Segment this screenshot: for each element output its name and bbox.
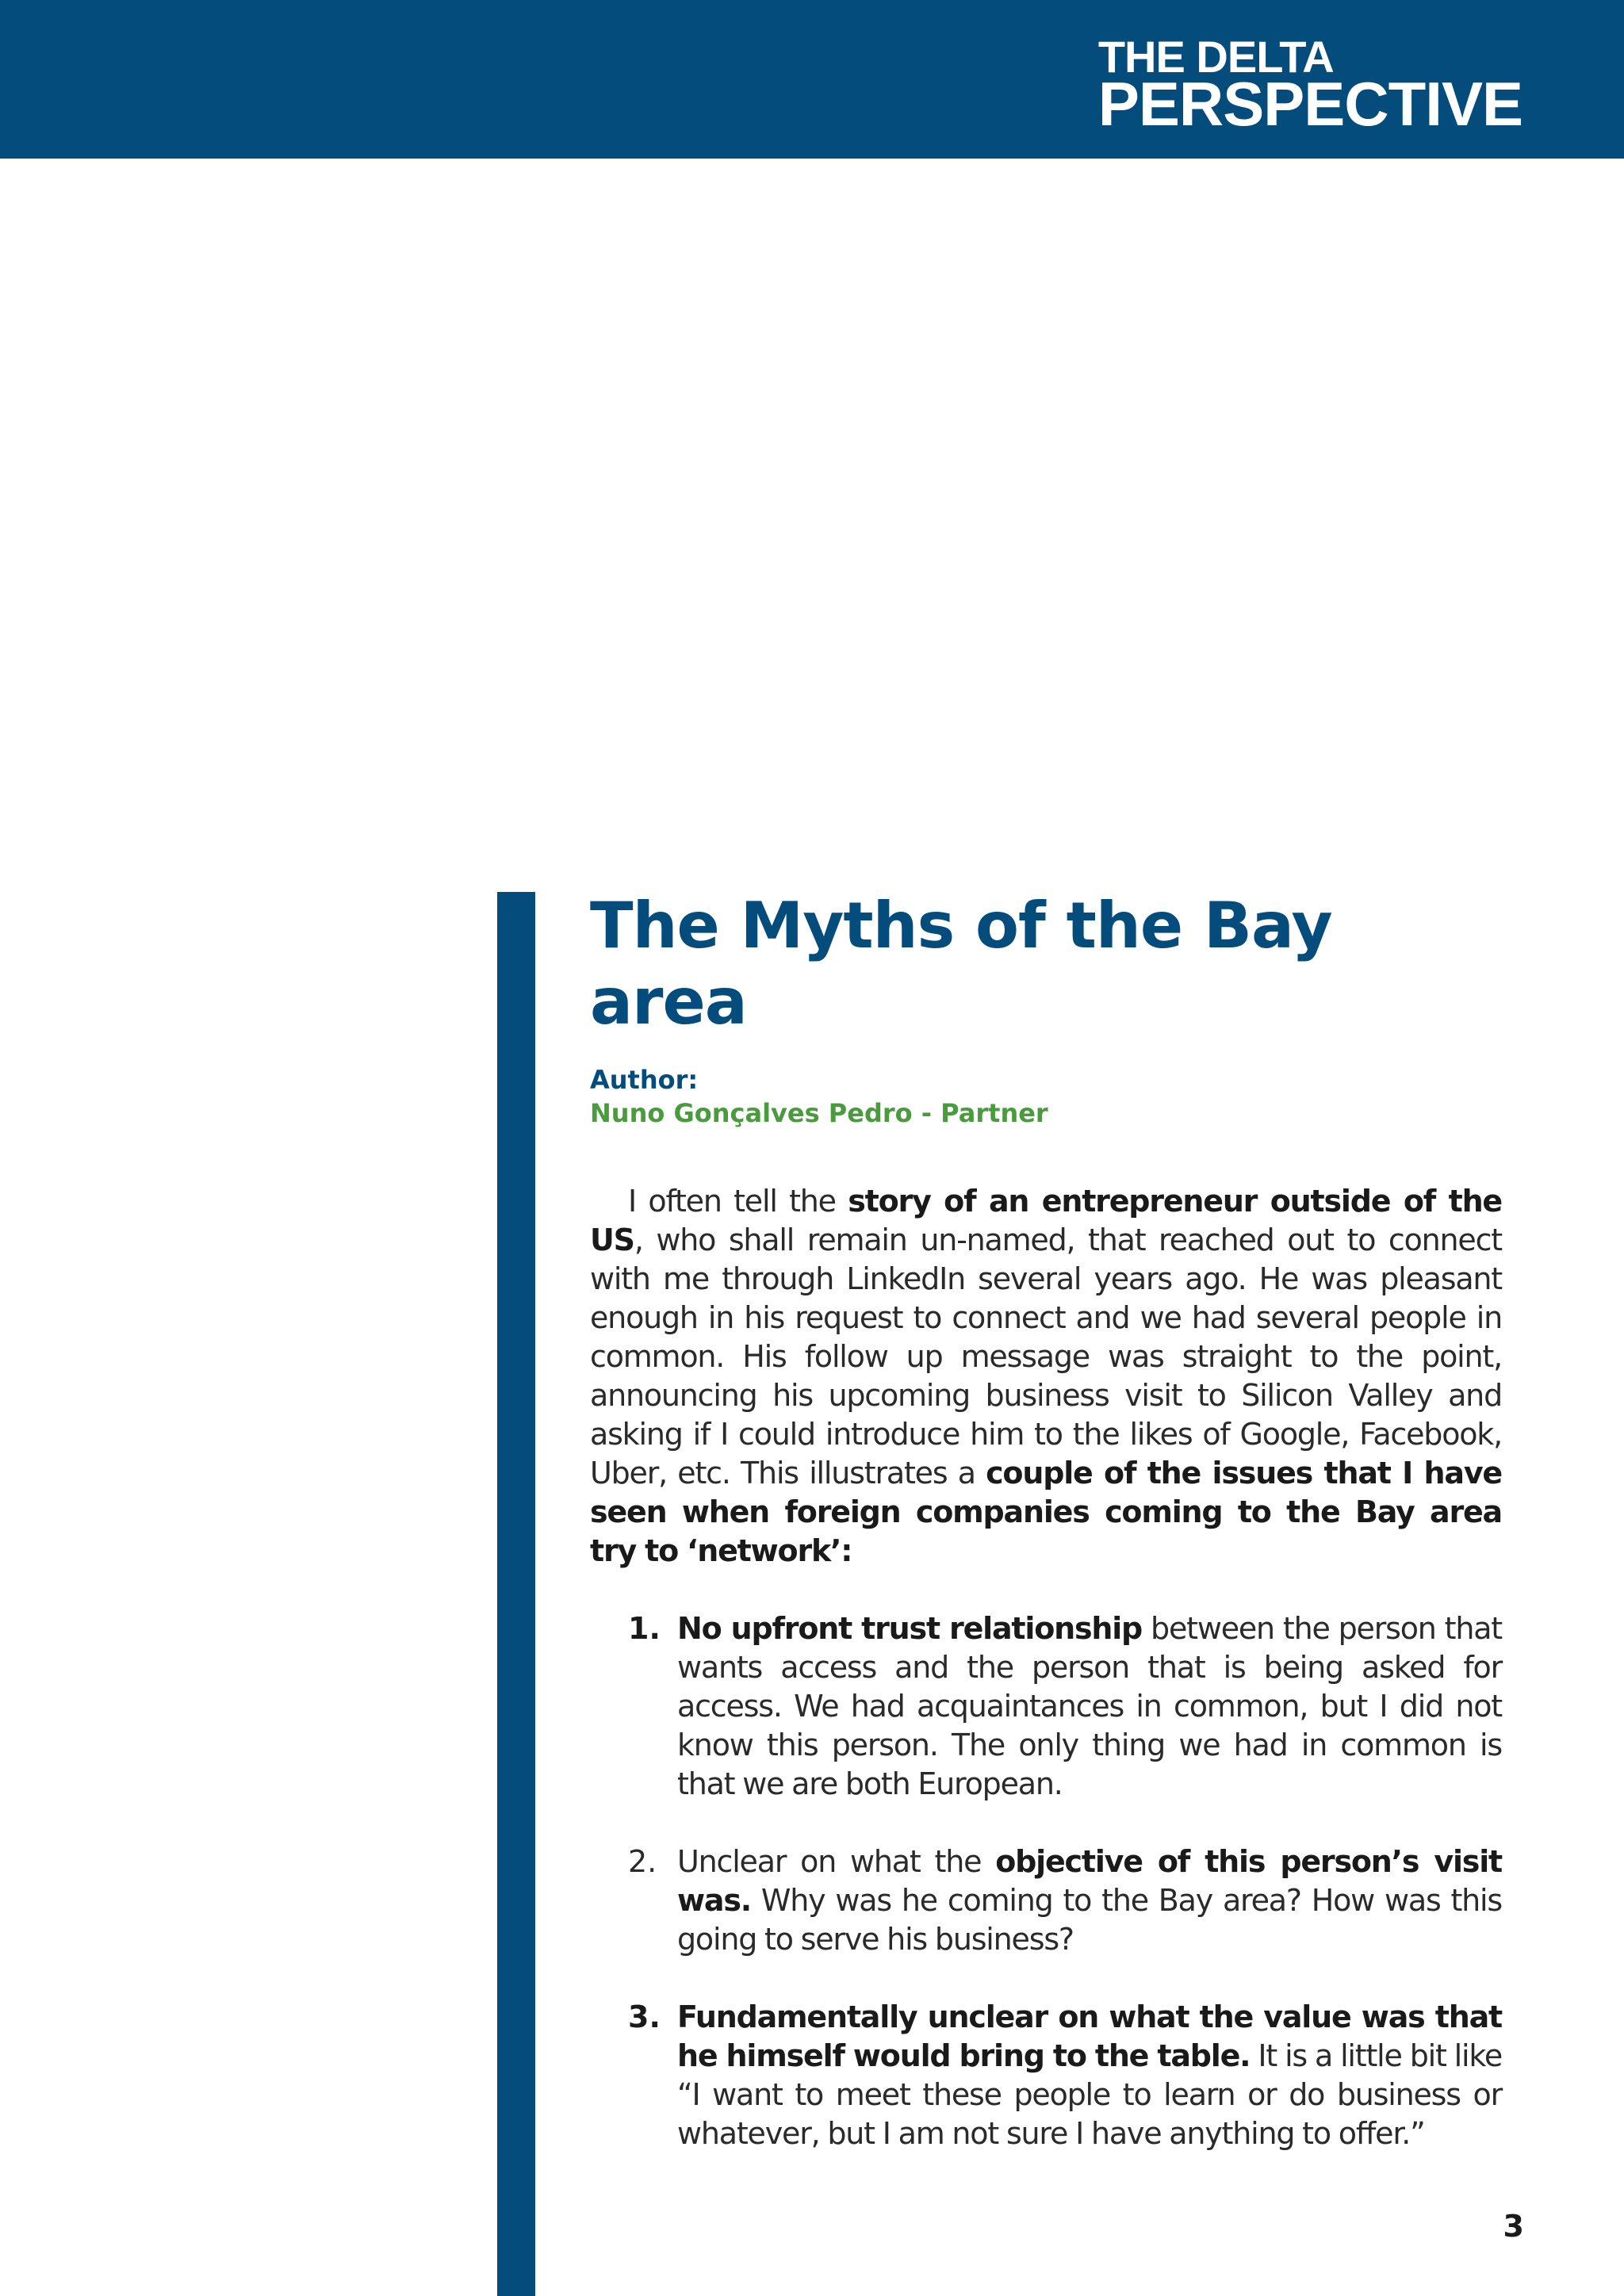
intro-segment-bold: couple of the issues that I have seen when foreign companies coming to the Bay area try to ‘network’: [590, 1456, 1502, 1569]
issues-list [590, 1609, 1502, 2153]
brand-line-1: THE DELTA [1097, 32, 1334, 82]
list-item-text [677, 1998, 1502, 2153]
list-item-lead: Fundamentally unclear on what the value was that he himself would bring to the table. [677, 1999, 1502, 2074]
list-item [590, 1998, 1502, 2153]
list-item-lead: objective of this person’s visit was. [677, 1844, 1502, 1919]
author-name: Nuno Gonçalves Pedro - Partner [590, 1097, 1048, 1128]
article [590, 888, 1502, 2192]
header-bar [0, 0, 1624, 159]
list-item-number: 2. [628, 1844, 657, 1880]
list-item-pre: Unclear on what the [677, 1844, 996, 1880]
brand-logo [1097, 32, 1522, 139]
intro-segment: , who shall remain un-named, that reached out to connect with me through LinkedIn several years ago. He was pleasant enough in his request to connect and we had several people in common. His follow up message was straight to the point, announcing his upcoming business visit to Silicon Valley and asking if I could introduce him to the likes of Google, Facebook, Uber, etc. This illustrates a [590, 1223, 1502, 1491]
author-label: Author: [590, 1065, 699, 1095]
list-item-number: 3. [628, 1999, 661, 2035]
intro-paragraph [590, 1182, 1502, 1571]
list-item-text [677, 1609, 1502, 1804]
intro-segment-bold: story of an entrepreneur outside of the US [590, 1184, 1502, 1258]
list-item [590, 1843, 1502, 1959]
list-item-rest: between the person that wants access and the person that is being asked for access. We had acquaintances in common, but I did not know this person. The only thing we had in common is that we are both European. [677, 1611, 1502, 1802]
page-number: 3 [1503, 2209, 1524, 2244]
list-item-rest: Why was he coming to the Bay area? How was this going to serve his business? [677, 1883, 1502, 1957]
article-title: The Myths of the Bay area [590, 889, 1332, 1039]
intro-segment: I often tell the [628, 1184, 848, 1219]
brand-line-2: PERSPECTIVE [1097, 69, 1522, 139]
list-item-number: 1. [628, 1611, 661, 1647]
list-item-rest: It is a little bit like “I want to meet these people to learn or do business or whatever, but I am not sure I have anything to offer.” [677, 2038, 1502, 2152]
list-item-text [677, 1843, 1502, 1959]
side-accent-bar [497, 892, 535, 2296]
list-item-lead: No upfront trust relationship [677, 1611, 1143, 1647]
list-item [590, 1609, 1502, 1804]
